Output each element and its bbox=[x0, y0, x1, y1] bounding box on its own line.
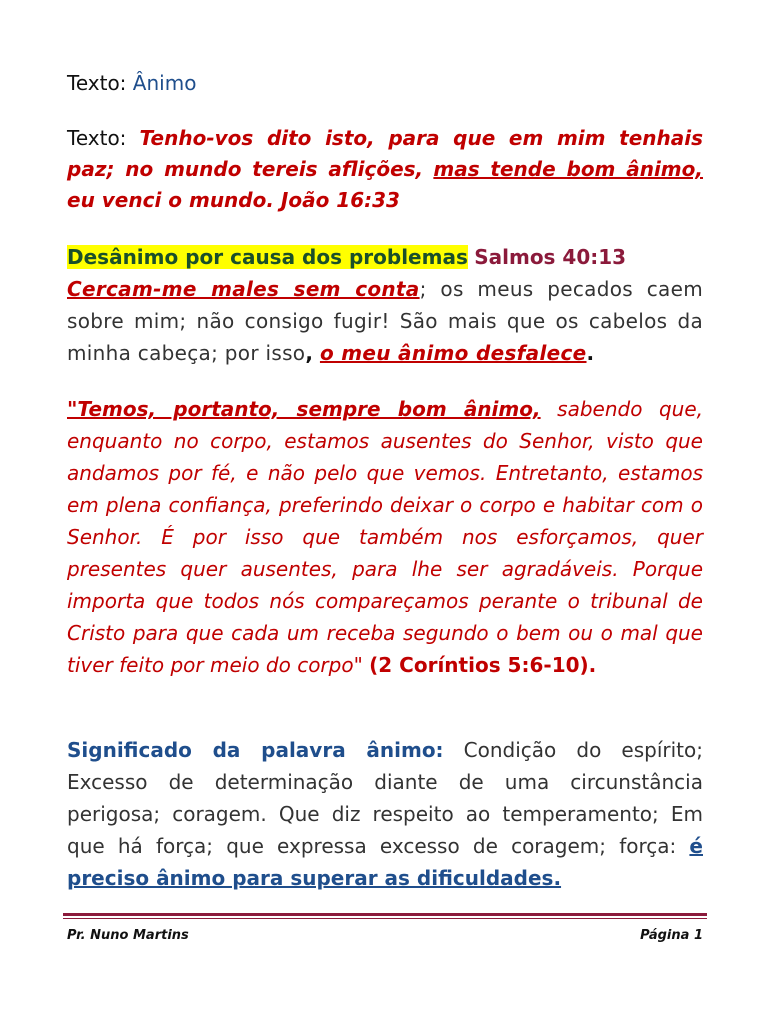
section-discouragement bbox=[67, 242, 703, 369]
title-label: Texto: bbox=[67, 71, 127, 95]
quote-body: sabendo que, enquanto no corpo, estamos ausentes do Senhor, visto que andamos por fé, e não pelo que vemos. Entretanto, estamos em plena confiança, preferindo deixar o corpo e habitar com o Senhor. É por isso que também nos esforçamos, quer presentes quer ausentes, para lhe ser agradáveis. Porque importa que todos nós compareçamos perante o tribunal de Cristo para que cada um receba segundo o bem ou o mal que tiver feito por meio do corpo" bbox=[67, 397, 704, 677]
footer-author: Pr. Nuno Martins bbox=[67, 928, 189, 943]
page-footer bbox=[67, 927, 703, 945]
section-quote bbox=[67, 393, 703, 681]
verse-part1: Tenho-vos dito isto, para que em mim tenhais paz; no mundo tereis aflições, bbox=[67, 126, 704, 181]
quote-citation: (2 Coríntios 5:6-10). bbox=[369, 653, 597, 677]
meaning-body: Condição do espírito; Excesso de determinação diante de uma circunstância perigosa; coragem. Que diz respeito ao temperamento; Em que há força; que expressa excesso de coragem; força: bbox=[67, 738, 703, 858]
key-verse bbox=[67, 123, 703, 216]
footer-page-number: Página 1 bbox=[640, 928, 703, 943]
verse-body: ; os meus pecados caem sobre mim; não consigo fugir! São mais que os cabelos da minha cabeça; por isso bbox=[67, 277, 703, 365]
quote-lead: "Temos, portanto, sempre bom ânimo, bbox=[67, 397, 541, 421]
highlighted-heading: Desânimo por causa dos problemas bbox=[67, 245, 468, 269]
section-heading bbox=[67, 242, 703, 273]
meaning-label: Significado da palavra ânimo: bbox=[67, 738, 444, 762]
scripture-reference: Salmos 40:13 bbox=[474, 245, 627, 269]
section-meaning bbox=[67, 734, 703, 894]
meaning-link[interactable]: é preciso ânimo para superar as dificuldades. bbox=[67, 834, 703, 890]
verse-lead: Cercam-me males sem conta bbox=[67, 277, 420, 301]
verse-underlined: mas tende bom ânimo, bbox=[433, 157, 703, 181]
title-value: Ânimo bbox=[132, 71, 197, 95]
section-body bbox=[67, 273, 703, 369]
document-title bbox=[67, 68, 196, 98]
period: . bbox=[586, 341, 595, 365]
verse-part2: eu venci o mundo. João 16:33 bbox=[67, 188, 400, 212]
verse-emphasis: o meu ânimo desfalece bbox=[319, 341, 587, 365]
footer-rule-thin bbox=[63, 918, 707, 919]
comma: , bbox=[305, 341, 314, 365]
footer-rule bbox=[63, 913, 707, 916]
verse-label: Texto: bbox=[67, 126, 127, 150]
